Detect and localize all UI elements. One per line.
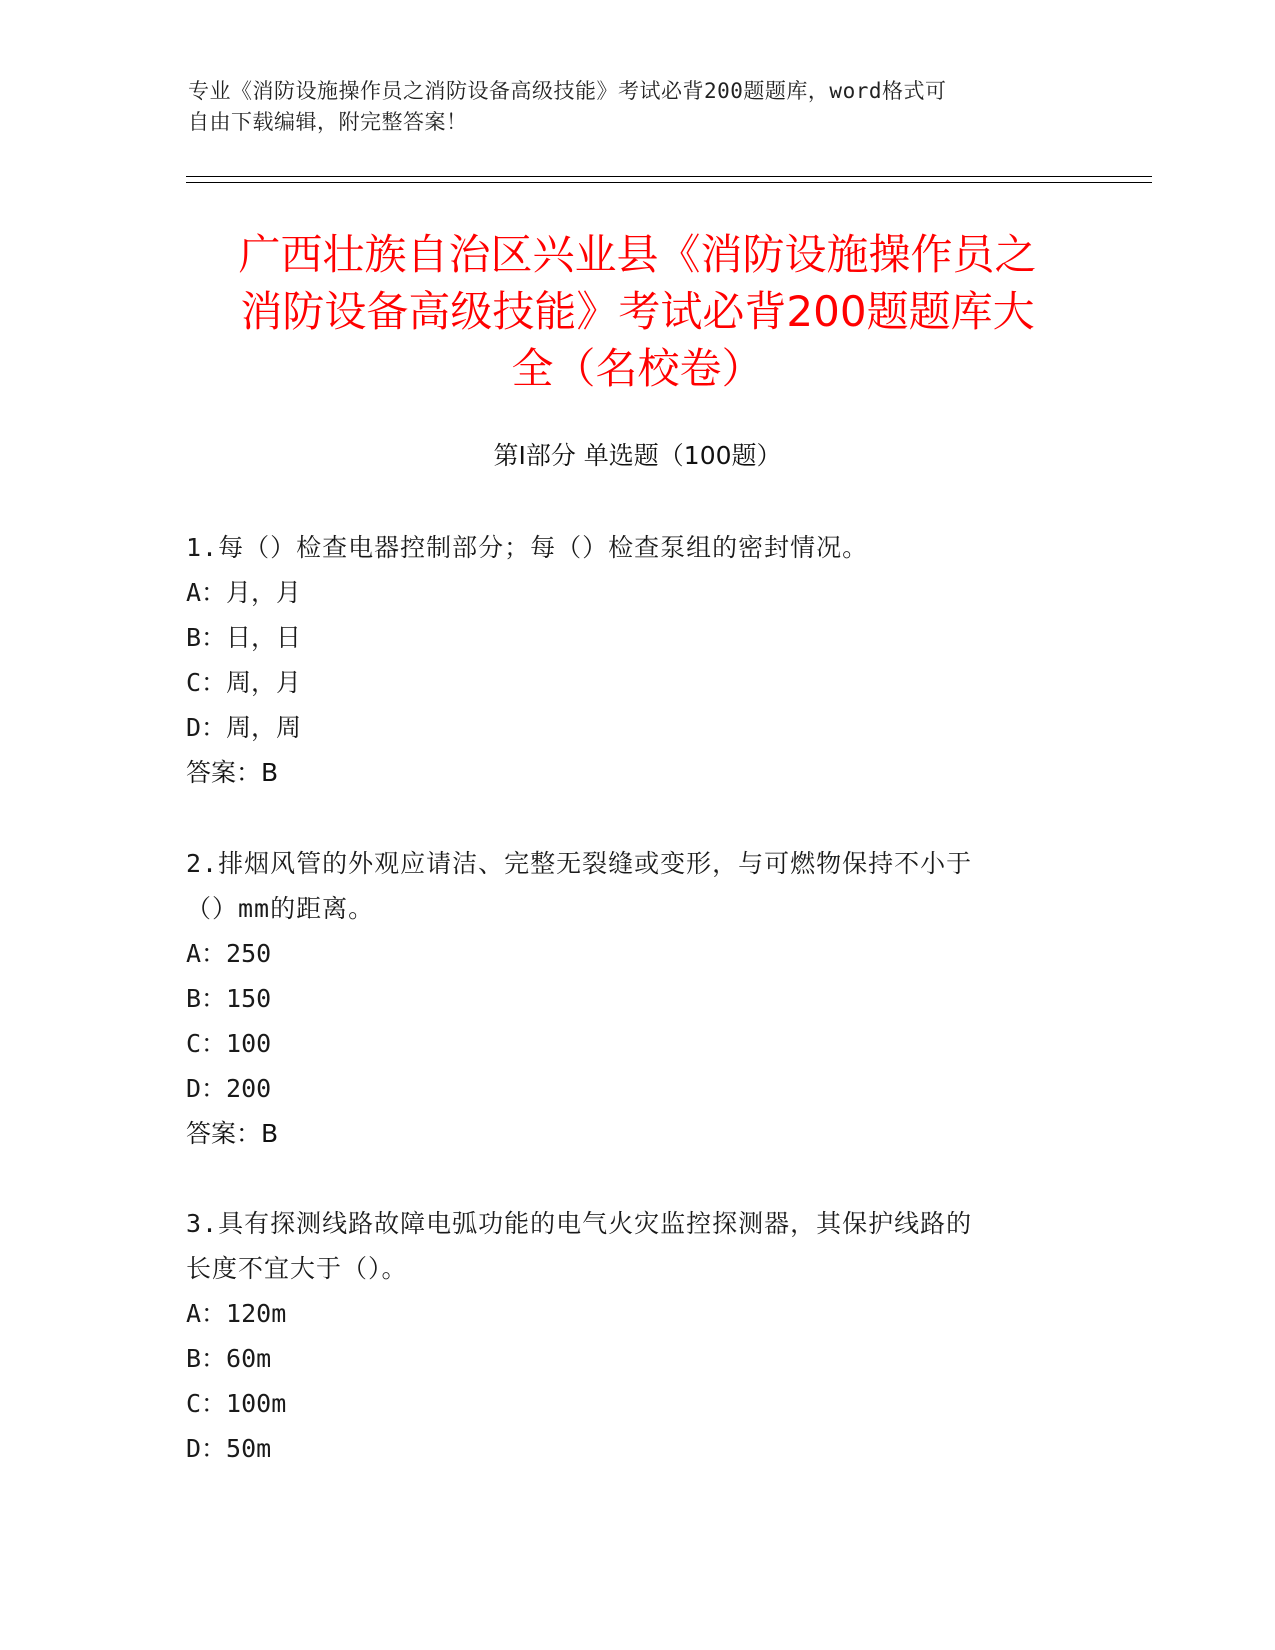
header-divider-top <box>186 176 1152 177</box>
option-d: D：周，周 <box>186 713 302 742</box>
question-stem <box>186 1201 1086 1291</box>
question-stem-line: 3.具有探测线路故障电弧功能的电气火灾监控探测器，其保护线路的 <box>186 1209 973 1238</box>
header-note-line-2: 自由下载编辑，附完整答案！ <box>188 110 468 134</box>
document-title-line-3: 全（名校卷） <box>511 344 764 393</box>
option-c: C：周，月 <box>186 668 302 697</box>
option-b: B：日，日 <box>186 623 302 652</box>
document-title-line-1: 广西壮族自治区兴业县《消防设施操作员之 <box>238 230 1037 279</box>
question-stem <box>186 841 1086 931</box>
option-a: A：月，月 <box>186 578 302 607</box>
option-d: D：50m <box>186 1434 272 1463</box>
document-title <box>150 226 1125 397</box>
header-note <box>188 76 1068 138</box>
option-d: D：200 <box>186 1074 272 1103</box>
section-heading: 第Ⅰ部分 单选题（100题） <box>493 441 782 470</box>
header-divider-bottom <box>186 182 1152 183</box>
question-stem <box>186 525 1086 570</box>
option-b: B：150 <box>186 984 272 1013</box>
option-a: A：120m <box>186 1299 287 1328</box>
question-stem-line: 2.排烟风管的外观应请洁、完整无裂缝或变形，与可燃物保持不小于 <box>186 849 973 878</box>
header-note-line-1: 专业《消防设施操作员之消防设备高级技能》考试必背200题题库，word格式可 <box>188 79 947 103</box>
question-stem-line: （）mm的距离。 <box>186 894 375 923</box>
question-1 <box>186 525 1086 795</box>
question-3 <box>186 1201 1086 1471</box>
question-2 <box>186 841 1086 1156</box>
option-c: C：100m <box>186 1389 287 1418</box>
option-a: A：250 <box>186 939 272 968</box>
question-stem-line: 1.每（）检查电器控制部分；每（）检查泵组的密封情况。 <box>186 533 869 562</box>
option-c: C：100 <box>186 1029 272 1058</box>
answer-key: 答案：B <box>186 758 279 787</box>
option-b: B：60m <box>186 1344 272 1373</box>
answer-key: 答案：B <box>186 1119 279 1148</box>
question-stem-line: 长度不宜大于（）。 <box>186 1254 408 1283</box>
document-title-line-2: 消防设备高级技能》考试必背200题题库大 <box>240 287 1035 336</box>
